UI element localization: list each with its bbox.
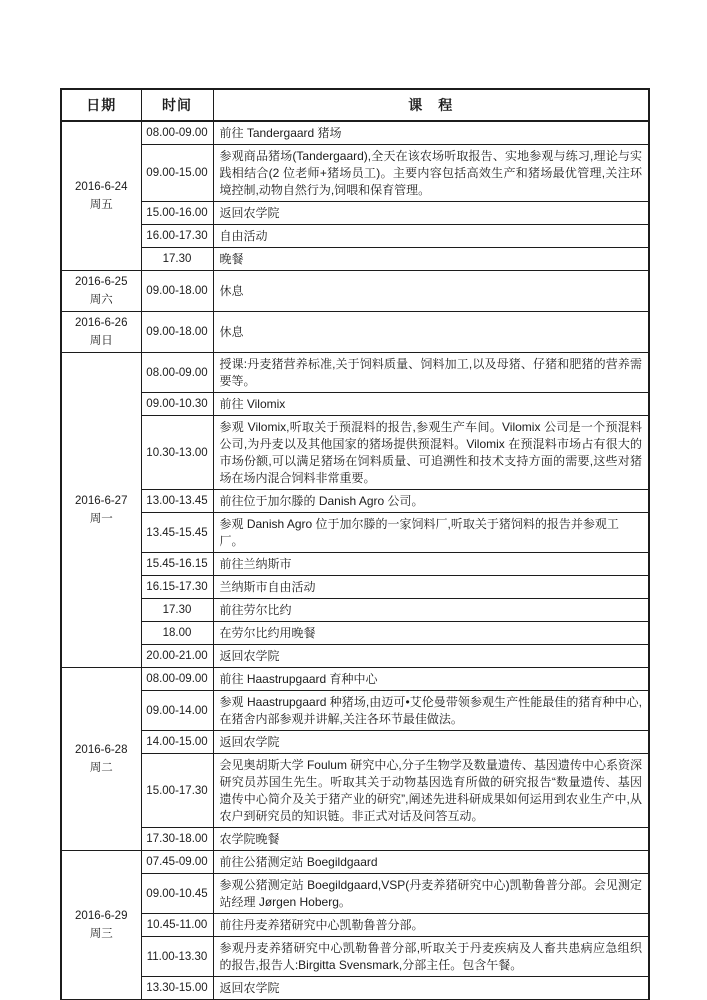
time-cell: 16.15-17.30 [141,576,213,599]
weekday-label: 周二 [89,762,113,774]
course-cell: 前往劳尔比约 [213,599,649,622]
time-cell: 18.00 [141,622,213,645]
time-cell: 08.00-09.00 [141,353,213,393]
date-label: 2016-6-24 [75,181,128,193]
time-cell: 13.00-13.45 [141,490,213,513]
table-row [61,754,649,828]
table-row [61,599,649,622]
weekday-label: 周三 [89,928,113,940]
table-row [61,312,649,353]
course-cell: 参观丹麦养猪研究中心凯勒鲁普分部,听取关于丹麦疾病及人畜共患病应急组织的报告,报告人:Birgitta Svensmark,分部主任。包含午餐。 [213,937,649,977]
time-cell: 15.45-16.15 [141,553,213,576]
schedule-sheet [60,88,648,1000]
weekday-label: 周六 [89,294,113,306]
table-row [61,416,649,490]
course-cell: 前往位于加尔滕的 Danish Agro 公司。 [213,490,649,513]
course-cell: 参观商品猪场(Tandergaard),全天在该农场听取报告、实地参观与练习,理论与实践相结合(2 位老师+猪场员工)。主要内容包括高效生产和猪场最优管理,关注环境控制,动物自然行为,饲喂和保育管理。 [213,145,649,202]
table-row [61,121,649,145]
time-cell: 15.00-17.30 [141,754,213,828]
table-row [61,668,649,691]
table-row [61,353,649,393]
table-row [61,874,649,914]
time-cell: 14.00-15.00 [141,731,213,754]
table-row [61,393,649,416]
table-row [61,937,649,977]
date-cell [61,851,141,1000]
course-cell: 参观公猪测定站 Boegildgaard,VSP(丹麦养猪研究中心)凯勒鲁普分部。会见测定站经理 Jørgen Hoberg。 [213,874,649,914]
course-cell: 前往 Haastrupgaard 育种中心 [213,668,649,691]
course-cell: 休息 [213,312,649,353]
time-cell: 09.00-10.45 [141,874,213,914]
table-row [61,490,649,513]
table-row [61,731,649,754]
time-cell: 09.00-10.30 [141,393,213,416]
time-cell: 07.45-09.00 [141,851,213,874]
course-cell: 授课:丹麦猪营养标准,关于饲料质量、饲料加工,以及母猪、仔猪和肥猪的营养需要等。 [213,353,649,393]
date-label: 2016-6-25 [75,276,128,288]
time-cell: 09.00-14.00 [141,691,213,731]
date-cell [61,121,141,271]
date-label: 2016-6-26 [75,317,128,329]
course-cell: 兰纳斯市自由活动 [213,576,649,599]
course-cell: 自由活动 [213,225,649,248]
course-cell: 参观 Danish Agro 位于加尔滕的一家饲料厂,听取关于猪饲料的报告并参观工厂。 [213,513,649,553]
course-cell: 前往兰纳斯市 [213,553,649,576]
course-cell: 在劳尔比约用晚餐 [213,622,649,645]
course-cell: 返回农学院 [213,645,649,668]
course-cell: 晚餐 [213,248,649,271]
time-cell: 15.00-16.00 [141,202,213,225]
time-cell: 17.30 [141,599,213,622]
course-cell: 前往 Vilomix [213,393,649,416]
time-cell: 09.00-15.00 [141,145,213,202]
course-cell: 农学院晚餐 [213,828,649,851]
header-date-column: 日期 [61,89,141,121]
course-cell: 休息 [213,271,649,312]
table-row [61,553,649,576]
course-cell: 返回农学院 [213,202,649,225]
date-cell [61,312,141,353]
date-cell [61,668,141,851]
course-cell: 前往丹麦养猪研究中心凯勒鲁普分部。 [213,914,649,937]
header-course-column: 课 程 [213,89,649,121]
course-cell: 参观 Vilomix,听取关于预混料的报告,参观生产车间。Vilomix 公司是一个预混料公司,为丹麦以及其他国家的猪场提供预混料。Vilomix 在预混料市场占有很大的市场份额,可以满足猪场在饲料质量、可追溯性和技术支持方面的需要,这些对猪场在场内混合饲料非常重要。 [213,416,649,490]
course-cell: 前往 Tandergaard 猪场 [213,121,649,145]
table-row [61,202,649,225]
table-row [61,645,649,668]
time-cell: 10.45-11.00 [141,914,213,937]
header-row [61,89,649,121]
time-cell: 09.00-18.00 [141,312,213,353]
table-row [61,145,649,202]
date-cell [61,271,141,312]
table-row [61,225,649,248]
time-cell: 09.00-18.00 [141,271,213,312]
time-cell: 16.00-17.30 [141,225,213,248]
course-cell: 返回农学院 [213,731,649,754]
weekday-label: 周日 [89,335,113,347]
time-cell: 10.30-13.00 [141,416,213,490]
time-cell: 11.00-13.30 [141,937,213,977]
table-row [61,271,649,312]
header-time-column: 时间 [141,89,213,121]
table-row [61,576,649,599]
schedule-table [60,88,650,1000]
date-label: 2016-6-27 [75,495,128,507]
course-cell: 会见奥胡斯大学 Foulum 研究中心,分子生物学及数量遗传、基因遗传中心系资深研究员苏国生先生。听取其关于动物基因选育所做的研究报告“数量遗传、基因遗传中心简介及关于猪产业的研究”,阐述先进科研成果如何运用到农业生产中,从农户到研究员的知识链。非正式对话及问答互动。 [213,754,649,828]
time-cell: 13.30-15.00 [141,977,213,1000]
weekday-label: 周五 [89,199,113,211]
time-cell: 08.00-09.00 [141,121,213,145]
table-row [61,513,649,553]
table-row [61,622,649,645]
table-row [61,691,649,731]
course-cell: 返回农学院 [213,977,649,1000]
table-row [61,828,649,851]
date-label: 2016-6-28 [75,744,128,756]
time-cell: 20.00-21.00 [141,645,213,668]
date-cell [61,353,141,668]
date-label: 2016-6-29 [75,910,128,922]
course-cell: 参观 Haastrupgaard 种猪场,由迈可•艾伦曼带领参观生产性能最佳的猪育种中心,在猪舍内部参观并讲解,关注各环节最佳做法。 [213,691,649,731]
table-row [61,977,649,1000]
table-row [61,851,649,874]
time-cell: 13.45-15.45 [141,513,213,553]
time-cell: 08.00-09.00 [141,668,213,691]
time-cell: 17.30 [141,248,213,271]
table-row [61,914,649,937]
weekday-label: 周一 [89,513,113,525]
time-cell: 17.30-18.00 [141,828,213,851]
course-cell: 前往公猪测定站 Boegildgaard [213,851,649,874]
table-row [61,248,649,271]
